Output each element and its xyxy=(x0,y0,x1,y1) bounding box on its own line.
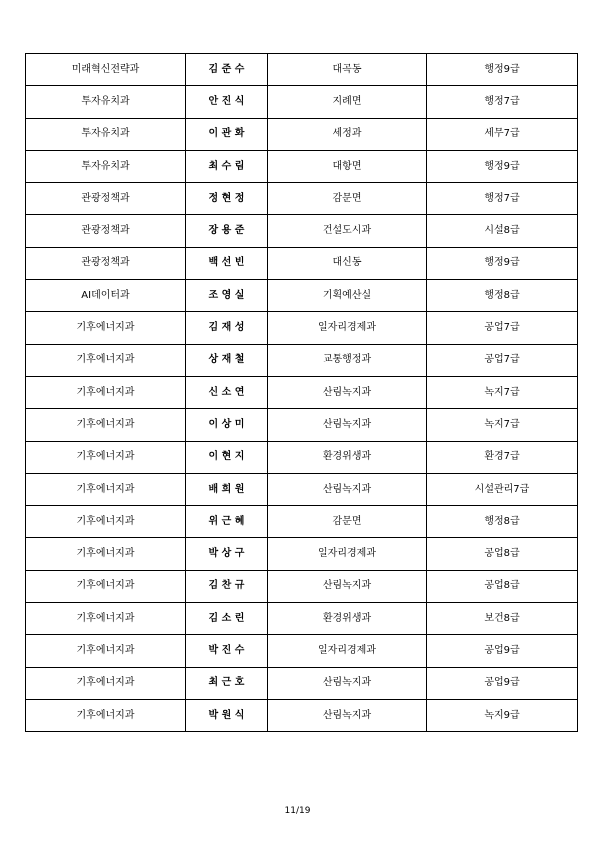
grade-cell: 환경7급 xyxy=(427,441,578,473)
previous-post-cell: 환경위생과 xyxy=(268,603,427,635)
previous-post-cell: 산림녹지과 xyxy=(268,699,427,731)
previous-post-cell: 일자리경제과 xyxy=(268,635,427,667)
table-row xyxy=(26,667,578,699)
previous-post-cell: 세정과 xyxy=(268,118,427,150)
name-cell: 이 관 화 xyxy=(186,118,268,150)
table-row xyxy=(26,376,578,408)
name-cell: 이 상 미 xyxy=(186,409,268,441)
previous-post-cell: 기획예산실 xyxy=(268,280,427,312)
page-number: 11/19 xyxy=(284,806,311,816)
grade-cell: 공업9급 xyxy=(427,635,578,667)
department-cell: 기후에너지과 xyxy=(26,441,186,473)
previous-post-cell: 산림녹지과 xyxy=(268,376,427,408)
department-cell: 기후에너지과 xyxy=(26,409,186,441)
department-cell: 관광정책과 xyxy=(26,183,186,215)
grade-cell: 시설관리7급 xyxy=(427,473,578,505)
name-cell: 정 현 정 xyxy=(186,183,268,215)
name-cell: 안 진 식 xyxy=(186,86,268,118)
grade-cell: 녹지9급 xyxy=(427,699,578,731)
previous-post-cell: 산림녹지과 xyxy=(268,570,427,602)
table-row xyxy=(26,409,578,441)
name-cell: 최 근 호 xyxy=(186,667,268,699)
department-cell: 투자유치과 xyxy=(26,150,186,182)
grade-cell: 행정7급 xyxy=(427,183,578,215)
previous-post-cell: 산림녹지과 xyxy=(268,667,427,699)
department-cell: 투자유치과 xyxy=(26,86,186,118)
grade-cell: 행정8급 xyxy=(427,506,578,538)
department-cell: 기후에너지과 xyxy=(26,376,186,408)
name-cell: 조 영 실 xyxy=(186,280,268,312)
previous-post-cell: 감문면 xyxy=(268,506,427,538)
previous-post-cell: 산림녹지과 xyxy=(268,409,427,441)
grade-cell: 시설8급 xyxy=(427,215,578,247)
name-cell: 박 진 수 xyxy=(186,635,268,667)
previous-post-cell: 일자리경제과 xyxy=(268,312,427,344)
previous-post-cell: 일자리경제과 xyxy=(268,538,427,570)
previous-post-cell: 지례면 xyxy=(268,86,427,118)
name-cell: 김 재 성 xyxy=(186,312,268,344)
previous-post-cell: 교통행정과 xyxy=(268,344,427,376)
department-cell: 투자유치과 xyxy=(26,118,186,150)
name-cell: 신 소 연 xyxy=(186,376,268,408)
table-row xyxy=(26,280,578,312)
grade-cell: 공업8급 xyxy=(427,570,578,602)
name-cell: 박 원 식 xyxy=(186,699,268,731)
table-row xyxy=(26,312,578,344)
personnel-table-body xyxy=(26,54,578,732)
table-row xyxy=(26,183,578,215)
department-cell: 기후에너지과 xyxy=(26,312,186,344)
previous-post-cell: 산림녹지과 xyxy=(268,473,427,505)
grade-cell: 공업7급 xyxy=(427,312,578,344)
name-cell: 백 선 빈 xyxy=(186,247,268,279)
department-cell: 미래혁신전략과 xyxy=(26,54,186,86)
grade-cell: 행정8급 xyxy=(427,280,578,312)
previous-post-cell: 환경위생과 xyxy=(268,441,427,473)
department-cell: 관광정책과 xyxy=(26,215,186,247)
department-cell: 기후에너지과 xyxy=(26,538,186,570)
department-cell: 기후에너지과 xyxy=(26,699,186,731)
table-row xyxy=(26,215,578,247)
table-row xyxy=(26,344,578,376)
table-row xyxy=(26,118,578,150)
table-row xyxy=(26,570,578,602)
name-cell: 김 소 린 xyxy=(186,603,268,635)
grade-cell: 녹지7급 xyxy=(427,409,578,441)
table-row xyxy=(26,86,578,118)
table-row xyxy=(26,506,578,538)
table-row xyxy=(26,247,578,279)
name-cell: 김 찬 규 xyxy=(186,570,268,602)
grade-cell: 공업8급 xyxy=(427,538,578,570)
department-cell: 관광정책과 xyxy=(26,247,186,279)
grade-cell: 공업9급 xyxy=(427,667,578,699)
table-row xyxy=(26,473,578,505)
department-cell: 기후에너지과 xyxy=(26,570,186,602)
grade-cell: 행정9급 xyxy=(427,247,578,279)
grade-cell: 행정9급 xyxy=(427,54,578,86)
grade-cell: 공업7급 xyxy=(427,344,578,376)
grade-cell: 세무7급 xyxy=(427,118,578,150)
previous-post-cell: 건설도시과 xyxy=(268,215,427,247)
department-cell: 기후에너지과 xyxy=(26,635,186,667)
department-cell: 기후에너지과 xyxy=(26,603,186,635)
grade-cell: 녹지7급 xyxy=(427,376,578,408)
table-row xyxy=(26,538,578,570)
table-row xyxy=(26,603,578,635)
grade-cell: 보건8급 xyxy=(427,603,578,635)
previous-post-cell: 대신동 xyxy=(268,247,427,279)
table-row xyxy=(26,150,578,182)
department-cell: 기후에너지과 xyxy=(26,667,186,699)
department-cell: AI데이터과 xyxy=(26,280,186,312)
previous-post-cell: 감문면 xyxy=(268,183,427,215)
table-row xyxy=(26,699,578,731)
department-cell: 기후에너지과 xyxy=(26,344,186,376)
name-cell: 상 재 철 xyxy=(186,344,268,376)
previous-post-cell: 대항면 xyxy=(268,150,427,182)
name-cell: 박 상 구 xyxy=(186,538,268,570)
previous-post-cell: 대곡동 xyxy=(268,54,427,86)
department-cell: 기후에너지과 xyxy=(26,473,186,505)
name-cell: 김 준 수 xyxy=(186,54,268,86)
grade-cell: 행정9급 xyxy=(427,150,578,182)
name-cell: 배 희 원 xyxy=(186,473,268,505)
table-row xyxy=(26,441,578,473)
table-row xyxy=(26,635,578,667)
grade-cell: 행정7급 xyxy=(427,86,578,118)
table-row xyxy=(26,54,578,86)
name-cell: 이 현 지 xyxy=(186,441,268,473)
personnel-table xyxy=(25,53,578,732)
department-cell: 기후에너지과 xyxy=(26,506,186,538)
name-cell: 장 용 준 xyxy=(186,215,268,247)
name-cell: 최 수 림 xyxy=(186,150,268,182)
name-cell: 위 근 혜 xyxy=(186,506,268,538)
